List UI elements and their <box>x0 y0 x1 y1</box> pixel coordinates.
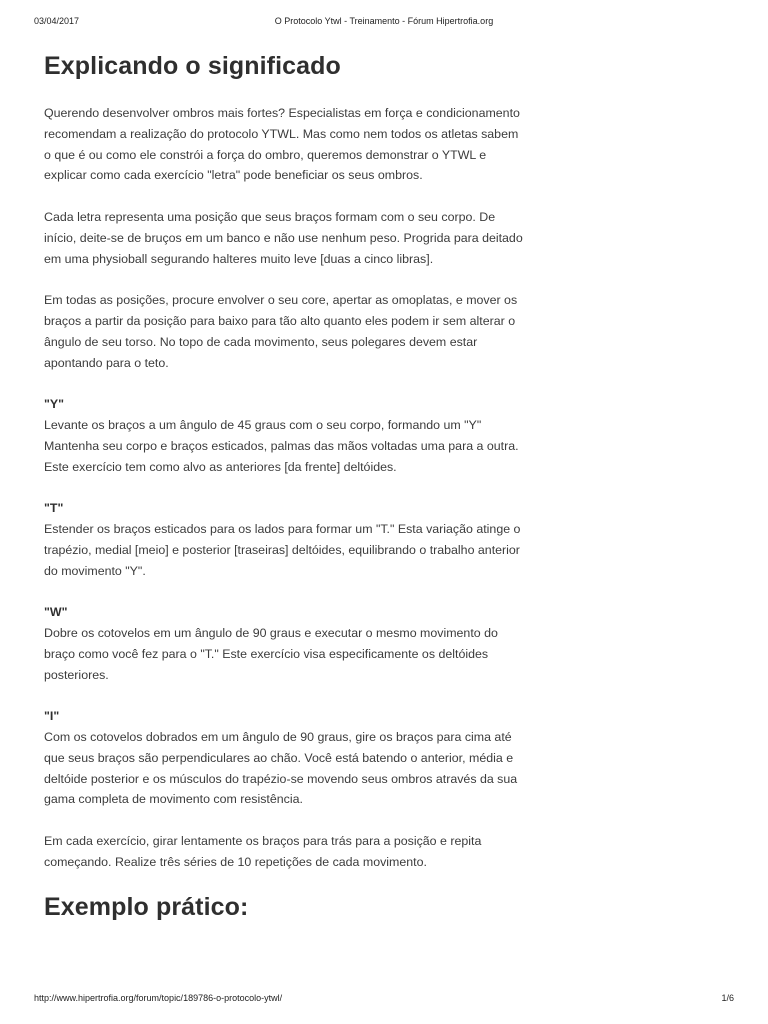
section-heading: Explicando o significado <box>44 52 341 80</box>
exercise-t-title: "T" <box>44 501 64 516</box>
exercise-i-text: Com os cotovelos dobrados em um ângulo de 90 graus, gire os braços para cima até que seus braços são perpendiculares ao chão. Você está batendo o anterior, média e deltóide posterior e os músculos do trapézio-se movendo seus ombros através da sua gama completa de movimento com resistência. <box>44 729 518 807</box>
print-title: O Protocolo Ytwl - Treinamento - Fórum Hipertrofia.org <box>274 16 494 26</box>
article-content <box>44 49 528 924</box>
intro-paragraph: Querendo desenvolver ombros mais fortes? Especialistas em força e condicionamento recomendam a realização do protocolo YTWL. Mas como nem todos os atletas sabem o que é ou como ele constrói a força do ombro, queremos demonstrar o YTWL e explicar como cada exercício "letra" pode beneficiar os seus ombros. <box>44 106 520 183</box>
print-header <box>34 16 734 30</box>
exercise-y-text: Levante os braços a um ângulo de 45 graus com o seu corpo, formando um "Y" Mantenha seu corpo e braços esticados, palmas das mãos voltadas uma para a outra. Este exercício tem como alvo as anteriores [da frente] deltóides. <box>44 417 519 474</box>
exercise-t-text: Estender os braços esticados para os lados para formar um "T." Esta variação atinge o trapézio, medial [meio] e posterior [traseiras] deltóides, equilibrando o trabalho anterior do movimento "Y". <box>44 521 521 578</box>
page-number: 1/6 <box>721 993 734 1003</box>
example-heading: Exemplo prático: <box>44 893 249 922</box>
page-url-link[interactable]: http://www.hipertrofia.org/forum/topic/189786-o-protocolo-ytwl/ <box>34 993 283 1003</box>
exercise-i-title: "I" <box>44 709 60 724</box>
exercise-w-text: Dobre os cotovelos em um ângulo de 90 graus e executar o mesmo movimento do braço como você fez para o "T." Este exercício visa especificamente os deltóides posteriores. <box>44 625 498 682</box>
closing-paragraph: Em cada exercício, girar lentamente os braços para trás para a posição e repita começando. Realize três séries de 10 repetições de cada movimento. <box>44 833 482 869</box>
exercise-w-title: "W" <box>44 605 68 620</box>
print-date: 03/04/2017 <box>34 16 80 26</box>
print-footer <box>34 993 734 1007</box>
technique-paragraph: Em todas as posições, procure envolver o seu core, apertar as omoplatas, e mover os braços a partir da posição para baixo para tão alto quanto eles podem ir sem alterar o ângulo de seu torso. No topo de cada movimento, seus polegares devem estar apontando para o teto. <box>44 293 518 370</box>
exercise-y-title: "Y" <box>44 397 65 412</box>
positions-paragraph: Cada letra representa uma posição que seus braços formam com o seu corpo. De início, deite-se de bruços em um banco e não use nenhum peso. Progrida para deitado em uma physioball segurando halteres muito leve [duas a cinco libras]. <box>44 209 523 266</box>
